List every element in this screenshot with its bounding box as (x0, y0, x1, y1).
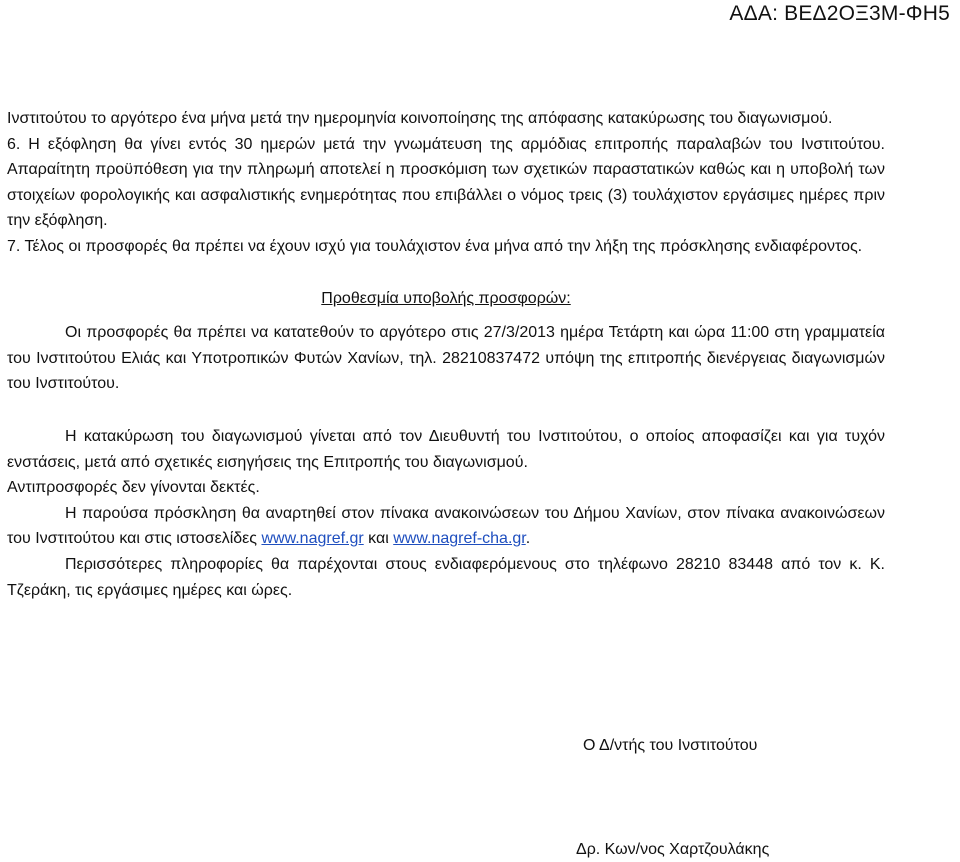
paragraph-counteroffers: Αντιπροσφορές δεν γίνονται δεκτές. (7, 479, 260, 497)
nagref-cha-link[interactable]: www.nagref-cha.gr (393, 530, 526, 548)
deadline-heading: Προθεσμία υποβολής προσφορών: (321, 289, 571, 307)
paragraph-info: Περισσότερες πληροφορίες θα παρέχονται στους ενδιαφερόμενους στο τηλέφωνο 28210 83448 από τον κ. Κ. Τζεράκη, τις εργάσιμες ημέρες και ώρες. (7, 555, 885, 599)
paragraph-deadline: Οι προσφορές θα πρέπει να κατατεθούν το αργότερο στις 27/3/2013 ημέρα Τετάρτη και ώρα 11:00 στη γραμματεία του Ινστιτούτου Ελιάς και Υποτροπικών Φυτών Χανίων, τηλ. 28210837472 υπόψη της επιτροπής διενέργειας διαγωνισμών του Ινστιτούτου. (7, 324, 885, 393)
paragraph-award-notice: Ινστιτούτου το αργότερο ένα μήνα μετά την ημερομηνία κοινοποίησης της απόφασης κατακύρωσης του διαγωνισμού. (7, 110, 833, 127)
paragraph-payment-terms: 6. Η εξόφληση θα γίνει εντός 30 ημερών μετά την γνωμάτευση της αρμόδιας επιτροπής παραλαβών του Ινστιτούτου. Απαραίτητη προϋπόθεση για την πληρωμή αποτελεί η προσκόμιση των σχετικών παραστατικών καθώς και η υποβολή των στοιχείων φορολογικής και ασφαλιστικής ενημερότητας που επιβάλλει ο νόμος τρεις (3) τουλάχιστον εργάσιμες ημέρες πριν την εξόφληση. (7, 135, 885, 230)
paragraph-award-decision: Η κατακύρωση του διαγωνισμού γίνεται από τον Διευθυντή του Ινστιτούτου, ο οποίος αποφασίζει και για τυχόν ενστάσεις, μετά από σχετικές εισηγήσεις της Επιτροπής του διαγωνισμού. (7, 427, 885, 471)
document-body (7, 106, 885, 603)
paragraph-publication (7, 501, 885, 552)
nagref-link[interactable]: www.nagref.gr (261, 530, 364, 548)
ada-code: ΑΔΑ: ΒΕΔ2ΟΞ3Μ-ΦΗ5 (729, 2, 950, 25)
signature-title: Ο Δ/ντής του Ινστιτούτου (583, 737, 758, 754)
paragraph-offer-validity: 7. Τέλος οι προσφορές θα πρέπει να έχουν ισχύ για τουλάχιστον ένα μήνα από την λήξη της πρόσκλησης ενδιαφέροντος. (7, 237, 863, 255)
publication-and: και (363, 530, 394, 548)
publication-text: Η παρούσα πρόσκληση θα αναρτηθεί στον πίνακα ανακοινώσεων του Δήμου Χανίων, στον πίνακα ανακοινώσεων του Ινστιτούτου και στις ιστοσελίδες (7, 504, 885, 548)
signature-name: Δρ. Κων/νος Χαρτζουλάκης (576, 841, 770, 858)
publication-period: . (525, 530, 531, 548)
